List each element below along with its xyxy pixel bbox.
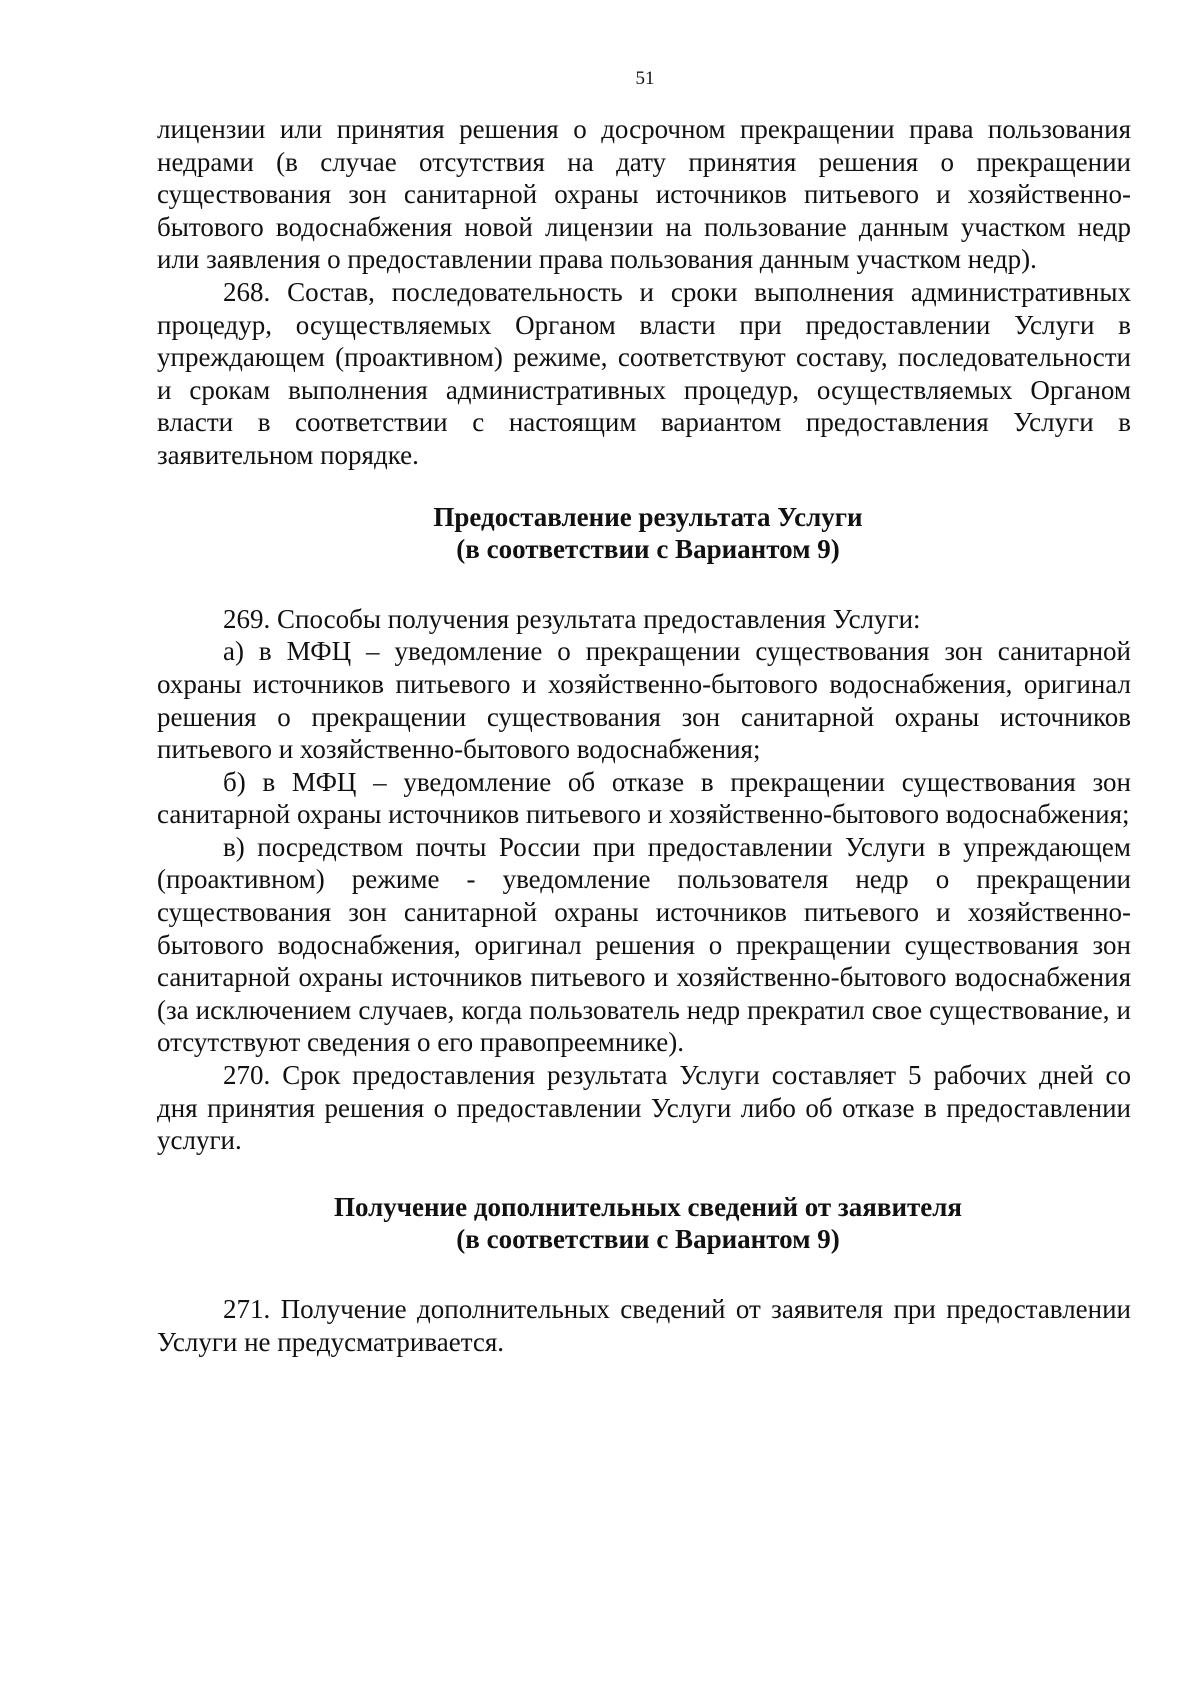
heading-line: (в соответствии с Вариантом 9)	[456, 534, 840, 565]
paragraph-continued: лицензии или принятия решения о досрочном прекращении права пользования недрами (в случае отсутствия на дату принятия решения о прекращении существования зон санитарной охраны источников питьевого и хозяйственно-бытового водоснабжения новой лицензии на пользование данным участком недр или заявления о предоставлении права пользования данным участком недр).	[157, 114, 1131, 275]
paragraph-269-b: б) в МФЦ – уведомление об отказе в прекращении существования зон санитарной охраны источников питьевого и хозяйственно-бытового водоснабжения;	[157, 766, 1131, 830]
section-heading-additional-info	[157, 1191, 1131, 1256]
page-number: 51	[635, 68, 655, 89]
paragraph-269-v: в) посредством почты России при предоставлении Услуги в упреждающем (проактивном) режиме - уведомление пользователя недр о прекращении существования зон санитарной охраны источников питьевого и хозяйственно-бытового водоснабжения, оригинал решения о прекращении существования зон санитарной охраны источников питьевого и хозяйственно-бытового водоснабжения (за исключением случаев, когда пользователь недр прекратил свое существование, и отсутствуют сведения о его правопреемнике).	[157, 831, 1131, 1058]
page-content	[157, 113, 1131, 1358]
heading-line: (в соответствии с Вариантом 9)	[456, 1224, 840, 1255]
heading-line: Предоставление результата Услуги	[433, 501, 863, 532]
paragraph-269-a: а) в МФЦ – уведомление о прекращении существования зон санитарной охраны источников питьевого и хозяйственно-бытового водоснабжения, оригинал решения о прекращении существования зон санитарной охраны источников питьевого и хозяйственно-бытового водоснабжения;	[157, 636, 1131, 765]
paragraph-269: 269. Способы получения результата предоставления Услуги:	[223, 603, 921, 634]
section-heading-result	[157, 501, 1131, 566]
paragraph-268: 268. Состав, последовательность и сроки выполнения административных процедур, осуществляемых Органом власти при предоставлении Услуги в упреждающем (проактивном) режиме, соответствуют составу, последовательности и срокам выполнения административных процедур, осуществляемых Органом власти в соответствии с настоящим вариантом предоставления Услуги в заявительном порядке.	[157, 276, 1131, 470]
heading-line: Получение дополнительных сведений от заявителя	[333, 1191, 963, 1222]
paragraph-271: 271. Получение дополнительных сведений от заявителя при предоставлении Услуги не предусматривается.	[157, 1294, 1131, 1357]
paragraph-270: 270. Срок предоставления результата Услуги составляет 5 рабочих дней со дня принятия решения о предоставлении Услуги либо об отказе в предоставлении услуги.	[157, 1060, 1131, 1156]
